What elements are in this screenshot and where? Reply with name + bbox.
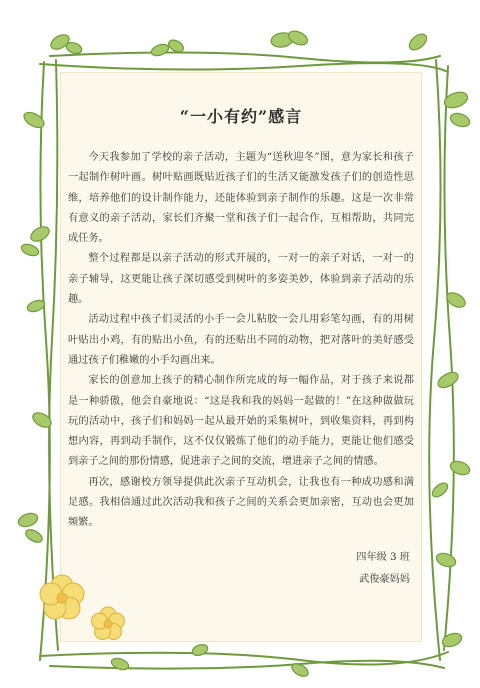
paragraph: 再次，感谢校方领导提供此次亲子互动机会，让我也有一种成功感和满足感。我相信通过此次活动我和孩子之间的关系会更加亲密，互动也会更加频繁。 — [68, 476, 414, 529]
page-title: “一小有约”感言 — [179, 107, 303, 126]
paragraph: 家长的创意加上孩子的精心制作所完成的每一幅作品，对于孩子来说都是一种骄傲，他会自豪地说：“这是我和我的妈妈一起做的！”在这种做做玩玩的活动中，孩子们和妈妈一起从最开始的采集树叶，到收集资料，再到构想内容，再到动手制作，这不仅仅锻炼了他们的动手能力，更能让他们感受到亲子之间的那份情感，促进亲子之间的交流，增进亲子之间的情感。 — [68, 375, 414, 468]
paragraph: 整个过程都是以亲子活动的形式开展的，一对一的亲子对话，一对一的亲子辅导，这更能让孩子深切感受到树叶的多姿美妙，体验到亲子活动的乐趣。 — [68, 253, 414, 306]
letter-body — [68, 148, 414, 534]
paragraph: 活动过程中孩子们灵活的小手一会儿粘胶一会儿用彩笔勾画，有的用树叶贴出小鸡，有的贴出小鱼，有的还贴出不同的动物，把对落叶的美好感受通过孩子们稚嫩的小手勾画出来。 — [68, 314, 414, 366]
signature-class: 四年级 3 班 — [356, 552, 410, 563]
paragraph: 今天我参加了学校的亲子活动，主题为“送秋迎冬”图，意为家长和孩子一起制作树叶画。树叶贴画既贴近孩子们的生活又能激发孩子们的创造性思维，培养他们的设计制作能力，还能体验到亲子制作的乐趣。这是一次非常有意义的亲子活动，家长们齐聚一堂和孩子们一起合作，互相帮助，共同完成任务。 — [68, 152, 414, 245]
flower-decoration-icon — [30, 562, 140, 662]
signature-name: 武俊豪妈妈 — [359, 574, 410, 585]
